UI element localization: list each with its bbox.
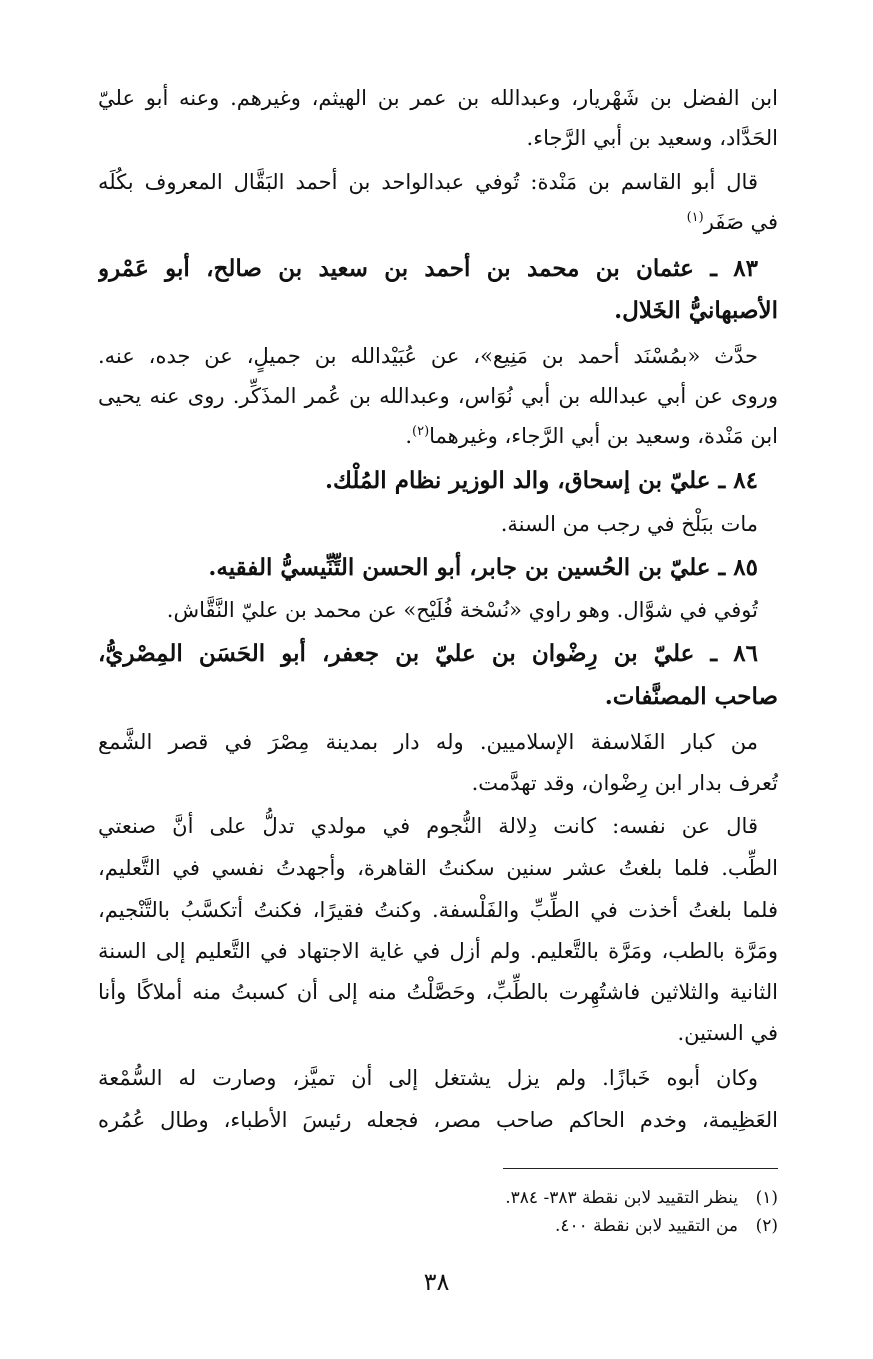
text-line: ابن مَنْدة، وسعيد بن أبي الرَّجاء، وغيرهما$^{(٢)}$. [405,424,778,448]
text-line: قال أبو القاسم بن مَنْدة: تُوفي عبدالواحد بن أحمد البَقَّال المعروف بكُلَه [98,170,758,194]
text-line: وروى عن أبي عبدالله بن أبي نُوَاس، وعبدالله بن عُمر المذَكِّر. روى عنه يحيى [98,384,778,408]
text-line: وكان أبوه خَبازًا. ولم يزل يشتغل إلى أن تميَّز، وصارت له السُّمْعة [98,1066,758,1090]
footnote-text: ينظر التقييد لابن نقطة ٣٨٣- ٣٨٤. [505,1188,738,1208]
entry-heading: ٨٦ ـ عليّ بن رِضْوان بن عليّ بن جعفر، أبو الحَسَن المِصْريُّ، [98,640,758,667]
entry-heading: ٨٥ ـ عليّ بن الحُسين بن جابر، أبو الحسن التِّنِّيسيُّ الفقيه. [208,554,758,581]
text-line: الثانية والثلاثين فاشتُهِرت بالطِّبِّ، وحَصَّلْتُ منه إلى أن كسبتُ منه أملاكًا وأنا [98,980,778,1004]
text-segment: ابن مَنْدة، وسعيد بن أبي الرَّجاء، وغيرهما [429,424,778,448]
text-line: ابن الفضل بن شَهْريار، وعبدالله بن عمر بن الهيثم، وغيرهم. وعنه أبو عليّ [98,86,778,110]
page-number: ٣٨ [423,1268,450,1296]
entry-heading: الأصبهانيُّ الخَلال. [614,297,778,324]
text-line: الطِّب. فلما بلغتُ عشر سنين سكنتُ القاهرة، وأجهدتُ نفسي في التَّعليم، [98,856,778,880]
footnote-ref: (١) [686,210,704,225]
entry-heading: ٨٣ ـ عثمان بن محمد بن أحمد بن سعيد بن صالح، أبو عَمْرو [98,255,758,282]
text-line [98,202,778,242]
text-line: ومَرَّة بالطب، ومَرَّة بالتَّعليم. ولم أزل في غاية الاجتهاد في التَّعليم إلى السنة [98,939,778,963]
footnote-number: (١) [755,1188,778,1208]
text-line: قال عن نفسه: كانت دِلالة النُّجوم في مولدي تدلُّ على أنَّ صنعتي [98,814,758,838]
text-line: تُوفي في شوَّال. وهو راوي «نُسْخة فُلَيْح» عن محمد بن عليّ النَّقَّاش. [166,598,758,622]
entry-heading: صاحب المصنَّفات. [604,683,778,710]
entry-heading: ٨٤ ـ عليّ بن إسحاق، والد الوزير نظام المُلْك. [325,467,758,494]
text-segment: في صَفَر [703,210,778,234]
text-line: حدَّث «بمُسْنَد أحمد بن مَنِيع»، عن عُبَيْدالله بن جميلٍ، عن جده، عنه. [98,344,758,368]
footnote-divider [503,1168,778,1169]
text-line: الحَدَّاد، وسعيد بن أبي الرَّجاء. [526,126,778,150]
text-line: فلما بلغتُ أخذت في الطِّبِّ والفَلْسفة. وكنتُ فقيرًا، فكنتُ أتكسَّبُ بالتَّنْجيم، [98,898,778,922]
text-line: العَظِيمة، وخدم الحاكم صاحب مصر، فجعله رئيسَ الأطباء، وطال عُمُره [98,1108,778,1132]
text-line: من كبار الفَلاسفة الإسلاميين. وله دار بمدينة مِصْرَ في قصر الشَّمع [98,730,758,754]
footnote-number: (٢) [755,1216,778,1236]
footnote-text: من التقييد لابن نقطة ٤٠٠. [554,1216,738,1236]
text-line: مات ببَلْخ في رجب من السنة. [500,512,758,536]
footnote [98,1212,778,1240]
footnote-ref: (٢) [412,424,430,439]
text-line: تُعرف بدار ابن رِضْوان، وقد تهدَّمت. [471,771,778,795]
text-line: في الستين. [677,1021,778,1045]
footnote [98,1184,778,1212]
